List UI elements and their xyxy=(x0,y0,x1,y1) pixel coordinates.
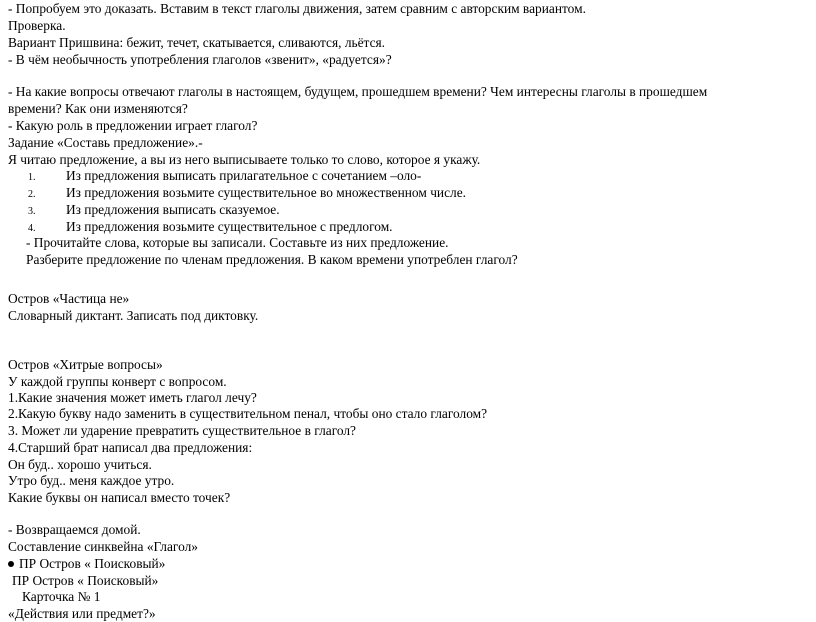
text-line-card-title: «Действия или предмет?» xyxy=(8,606,156,621)
list-item-number: 1. xyxy=(28,172,36,183)
text-line-envelope: У каждой группы конверт с вопросом. xyxy=(8,374,227,389)
list-item xyxy=(0,202,280,220)
text-line-search-island: ПР Остров « Поисковый» xyxy=(12,573,159,588)
list-item-text: Из предложения возьмите существительное с предлогом. xyxy=(66,219,393,234)
text-line-question-3: 3. Может ли ударение превратить существительное в глагол? xyxy=(8,423,356,438)
text-line-parse-sentence: Разберите предложение по членам предложения. В каком времени употреблен глагол? xyxy=(26,252,518,267)
list-item xyxy=(0,168,421,186)
list-item-text: Из предложения выписать прилагательное с сочетанием –оло- xyxy=(66,168,422,183)
list-item-number: 4. xyxy=(28,223,36,234)
section-heading-tricky-questions: Остров «Хитрые вопросы» xyxy=(8,357,163,372)
list-item-number: 2. xyxy=(28,189,36,200)
text-line-question-4: 4.Старший брат написал два предложения: xyxy=(8,440,253,455)
text-line-task: Задание «Составь предложение».- xyxy=(8,135,203,150)
text-line-prishvin-variant: Вариант Пришвина: бежит, течет, скатывается, сливаются, льётся. xyxy=(8,35,386,50)
text-line-read-words: - Прочитайте слова, которые вы записали. Составьте из них предложение. xyxy=(26,235,449,250)
text-line-sentence-2: Утро буд.. меня каждое утро. xyxy=(8,473,175,488)
text-line-check: Проверка. xyxy=(8,18,66,33)
text-line-cinquain: Составление синквейна «Глагол» xyxy=(8,539,198,554)
text-line-card-number: Карточка № 1 xyxy=(22,589,101,604)
text-line-question-tenses-cont: времени? Как они изменяются? xyxy=(8,101,188,116)
text-line-dictation: Словарный диктант. Записать под диктовку. xyxy=(8,308,259,323)
text-line-question-letters: Какие буквы он написал вместо точек? xyxy=(8,490,231,505)
list-item-text: Из предложения возьмите существительное во множественном числе. xyxy=(66,185,467,200)
bullet-icon xyxy=(8,561,14,567)
text-line-search-island-label: ПР Остров « Поисковый» xyxy=(19,556,166,571)
text-line-search-island-bullet xyxy=(8,556,165,572)
text-line-task-instruction: Я читаю предложение, а вы из него выписываете только то слово, которое я укажу. xyxy=(8,152,481,167)
text-line-question-unusual: - В чём необычность употребления глаголов «звенит», «радуется»? xyxy=(8,52,392,67)
list-item xyxy=(0,185,466,203)
list-item-number: 3. xyxy=(28,206,36,217)
text-line-question-role: - Какую роль в предложении играет глагол? xyxy=(8,118,258,133)
text-line-return-home: - Возвращаемся домой. xyxy=(8,522,141,537)
text-line-question-1: 1.Какие значения может иметь глагол лечу? xyxy=(8,390,257,405)
text-line-intro: - Попробуем это доказать. Вставим в текст глаголы движения, затем сравним с авторским вариантом. xyxy=(8,1,586,16)
text-line-question-tenses: - На какие вопросы отвечают глаголы в настоящем, будущем, прошедшем времени? Чем интересны глаголы в прошедшем xyxy=(8,84,708,99)
list-item-text: Из предложения выписать сказуемое. xyxy=(66,202,280,217)
section-heading-particle: Остров «Частица не» xyxy=(8,291,130,306)
text-line-question-2: 2.Какую букву надо заменить в существительном пенал, чтобы оно стало глаголом? xyxy=(8,406,488,421)
text-line-sentence-1: Он буд.. хорошо учиться. xyxy=(8,457,152,472)
